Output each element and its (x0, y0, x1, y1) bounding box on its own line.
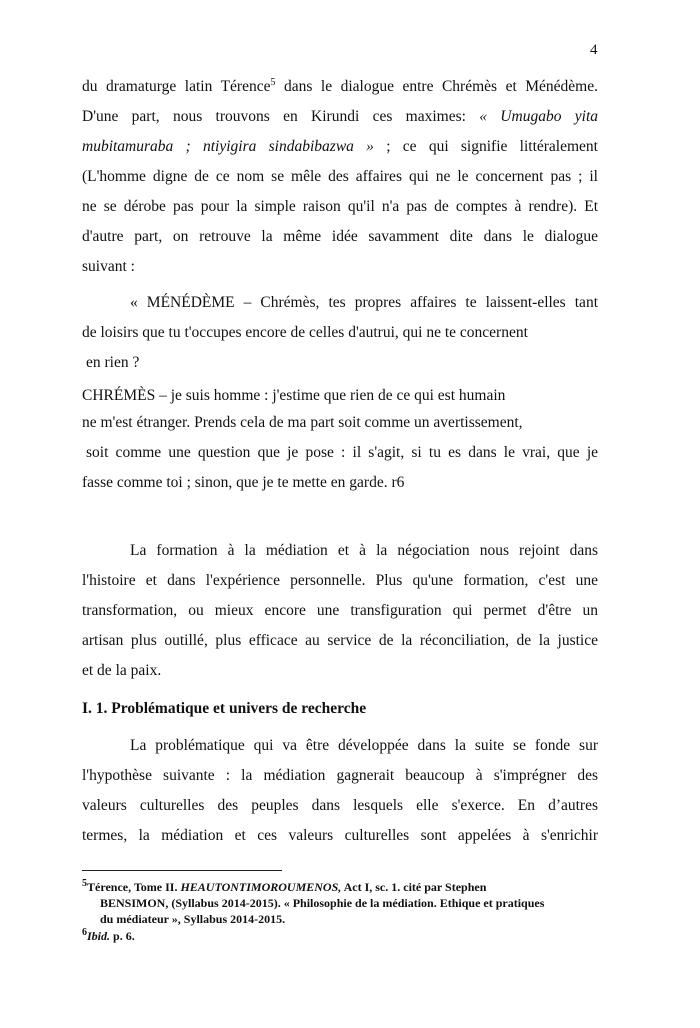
quote-line: « MÉNÉDÈME – Chrémès, tes propres affaires te laissent-elles tant (130, 294, 598, 311)
text-line: valeurs culturelles des peuples dans lesquels elle s'exerce. En d’autres (82, 797, 598, 814)
italic-text: Ibid. (87, 929, 111, 943)
text-line: La problématique qui va être développée dans la suite se fonde sur (130, 737, 598, 754)
footnote-ref-5: 5 (270, 76, 276, 88)
text-line: La formation à la médiation et à la négociation nous rejoint dans (130, 542, 598, 559)
footnote-5-line: du médiateur », Syllabus 2014-2015. (100, 912, 286, 926)
text-line: transformation, ou mieux encore une transfiguration qui permet d'être un (82, 602, 598, 619)
section-heading: I. 1. Problématique et univers de recherche (82, 700, 367, 717)
text-line: suivant : (82, 258, 135, 275)
text-line: l'histoire et dans l'expérience personnelle. Plus qu'une formation, c'est une (82, 572, 598, 589)
quote-line: en rien ? (86, 354, 140, 371)
text-line (82, 78, 598, 96)
quote-line: de loisirs que tu t'occupes encore de celles d'autrui, qui ne te concernent (82, 324, 528, 341)
quote-line: fasse comme toi ; sinon, que je te mette en garde. r6 (82, 474, 405, 491)
footnote-number: 6 (82, 927, 87, 938)
italic-text: « Umugabo yita (479, 108, 598, 125)
footnote-6 (82, 929, 135, 944)
text: D'une part, nous trouvons en Kirundi ces maximes: (82, 108, 480, 125)
text-line: l'hypothèse suivante : la médiation gagnerait beaucoup à s'imprégner des (82, 767, 598, 784)
text: Térence, Tome II. (87, 880, 181, 894)
text-line: d'autre part, on retrouve la même idée savamment dite dans le dialogue (82, 228, 598, 245)
quote-line: ne m'est étranger. Prends cela de ma part soit comme un avertissement, (82, 414, 523, 431)
text-line: ne se dérobe pas pour la simple raison qu'il n'a pas de comptes à rendre). Et (82, 198, 598, 215)
text-line: termes, la médiation et ces valeurs culturelles sont appelées à s'enrichir (82, 827, 598, 844)
footnote-separator (82, 870, 282, 871)
text: Act I, sc. 1. cité par Stephen (341, 880, 487, 894)
text-line (82, 138, 598, 156)
text-line (82, 108, 598, 126)
quote-line: CHRÉMÈS – je suis homme : j'estime que rien de ce qui est humain (82, 387, 506, 404)
text: dans le dialogue entre Chrémès et Ménédème. (275, 78, 598, 95)
italic-text: mubitamuraba ; ntiyigira sindabibazwa » (82, 138, 374, 155)
text: du dramaturge latin Térence (82, 78, 271, 95)
text-line: et de la paix. (82, 662, 162, 679)
page-number: 4 (590, 42, 598, 58)
italic-text: HEAUTONTIMOROUMENOS, (180, 880, 342, 894)
footnote-5-line: BENSIMON, (Syllabus 2014-2015). « Philosophie de la médiation. Ethique et pratiques (100, 896, 545, 910)
text: p. 6. (110, 929, 135, 943)
text-line: artisan plus outillé, plus efficace au service de la réconciliation, de la justice (82, 632, 598, 649)
quote-line: soit comme une question que je pose : il s'agit, si tu es dans le vrai, que je (86, 444, 598, 461)
text: ; ce qui signifie littéralement (373, 138, 598, 155)
text-line: (L'homme digne de ce nom se mêle des affaires qui ne le concernent pas ; il (82, 168, 598, 185)
footnote-5 (82, 880, 486, 895)
footnote-number: 5 (82, 878, 87, 889)
